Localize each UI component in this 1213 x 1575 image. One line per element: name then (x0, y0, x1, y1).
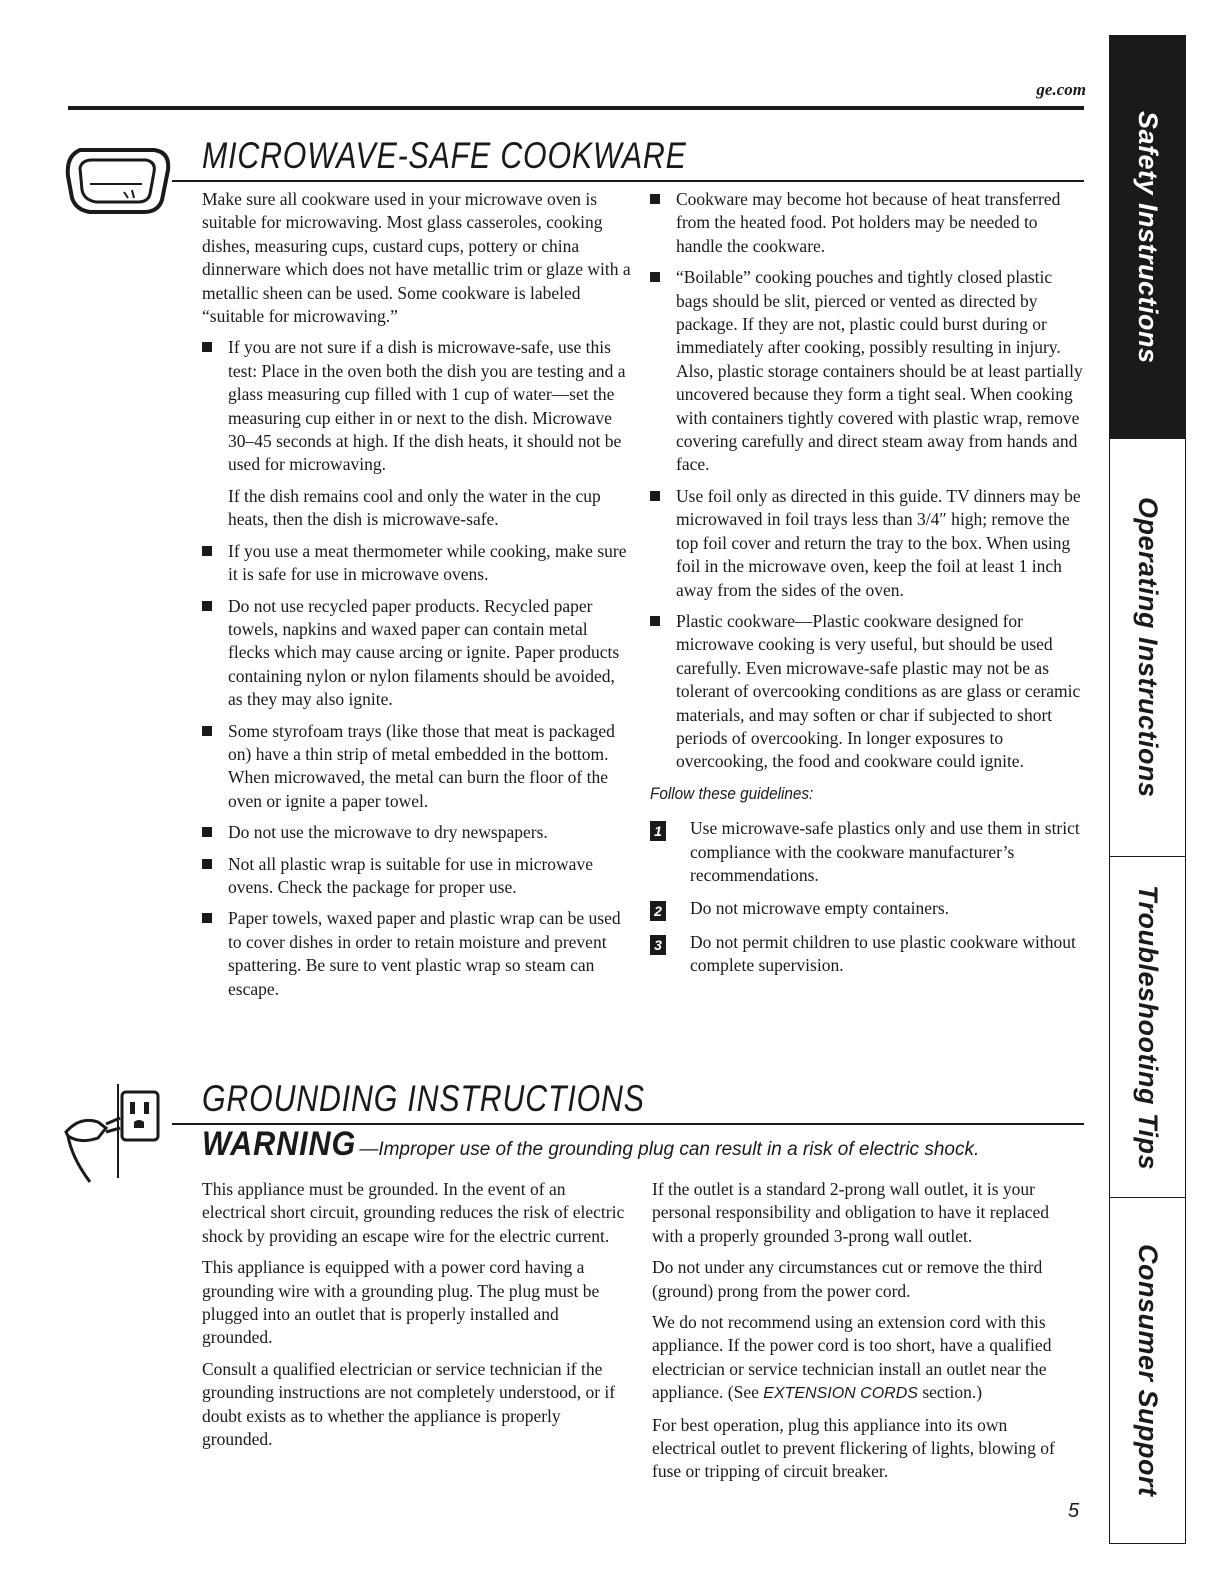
guidelines-heading: Follow these guidelines: (650, 783, 814, 803)
side-tab-bar (1109, 35, 1186, 1544)
guideline-text: Do not microwave empty containers. (690, 898, 950, 919)
microwave-left-column (202, 188, 632, 1009)
tab-safety-instructions[interactable] (1110, 36, 1185, 439)
grounding-paragraph: This appliance is equipped with a power cord having a grounding wire with a grounding plug. The plug must be plugged into an outlet that is properly installed and grounded. (202, 1257, 600, 1348)
microwave-intro: Make sure all cookware used in your microwave oven is suitable for microwaving. Most glass casseroles, cooking dishes, measuring cups, custard cups, pottery or china dinnerware which does not have metallic trim or glaze with a metallic sheen can be used. Some cookware is labeled “suitable for microwaving.” (202, 189, 631, 327)
guideline-text: Use microwave-safe plastics only and use them in strict compliance with the cookware manufacturer’s recommendations. (690, 818, 1080, 885)
list-item: Paper towels, waxed paper and plastic wrap can be used to cover dishes in order to retain moisture and prevent spattering. Be sure to vent plastic wrap so steam can escape. (202, 907, 632, 1001)
grounding-section-title: GROUNDING INSTRUCTIONS (202, 1078, 645, 1119)
tab-consumer-support[interactable] (1110, 1198, 1185, 1542)
grounding-paragraph: For best operation, plug this appliance into its own electrical outlet to prevent flickering of lights, blowing of fuse or tripping of circuit breaker. (652, 1414, 1055, 1482)
grounding-paragraph: If the outlet is a standard 2-prong wall outlet, it is your personal responsibility and obligation to have it replaced with a properly grounded 3-prong wall outlet. (652, 1179, 1050, 1246)
guideline-number-badge: 2 (650, 901, 666, 921)
microwave-section-rule (172, 180, 1084, 182)
list-item: Not all plastic wrap is suitable for use in microwave ovens. Check the package for proper use. (202, 853, 632, 900)
guideline-text: Do not permit children to use plastic cookware without complete supervision. (690, 931, 1076, 976)
list-item: Do not use the microwave to dry newspapers. (202, 821, 632, 844)
guideline-item (650, 897, 1087, 920)
list-item: “Boilable” cooking pouches and tightly closed plastic bags should be slit, pierced or vented as directed by package. If they are not, plastic could burst during or immediately after cooking, possibly resulting in injury. Also, plastic storage containers should be at least partially uncovered because they form a tight seal. When cooking with containers tightly covered with plastic wrap, remove covering carefully and direct steam away from hands and face. (650, 266, 1087, 477)
warning-word: WARNING (202, 1125, 357, 1163)
grounding-left-column (202, 1178, 632, 1459)
page-number: 5 (1068, 1500, 1080, 1522)
microwave-right-column (650, 188, 1087, 988)
top-rule (68, 106, 1084, 110)
list-item: Plastic cookware—Plastic cookware designed for microwave cooking is very useful, but should be used carefully. Even microwave-safe plastic may not be as tolerant of overcooking conditions as are glass or ceramic materials, and may soften or char if subjected to short periods of overcooking. In longer exposures to overcooking, the food and cookware could ignite. (650, 610, 1087, 774)
list-item: Do not use recycled paper products. Recycled paper towels, napkins and waxed paper can contain metal flecks which may cause arcing or ignite. Paper products containing nylon or nylon filaments should be avoided, as they may also ignite. (202, 595, 632, 712)
guideline-item (650, 817, 1087, 887)
guideline-number-badge: 1 (650, 821, 666, 841)
tab-label: Safety Instructions (1133, 110, 1163, 364)
grounding-paragraph: Do not under any circumstances cut or remove the third (ground) prong from the power cord. (652, 1257, 1043, 1301)
extension-cords-reference: EXTENSION CORDS (763, 1385, 918, 1403)
bullet-text: If you are not sure if a dish is microwave-safe, use this test: Place in the oven both the dish you are testing and a glass measuring cup filled with 1 cup of water—set the measuring cup either in or next to the dish. Microwave 30–45 seconds at high. If the dish heats, it should not be used for microwaving. (228, 337, 626, 475)
grounded-plug-outlet-icon (58, 1078, 170, 1188)
cookware-dish-icon (62, 138, 174, 220)
list-item: If you use a meat thermometer while cooking, make sure it is safe for use in microwave ovens. (202, 540, 632, 587)
warning-line (202, 1125, 979, 1164)
tab-operating-instructions[interactable] (1110, 439, 1185, 857)
site-url: ge.com (1036, 80, 1086, 99)
microwave-section-title: MICROWAVE-SAFE COOKWARE (202, 135, 687, 176)
bullet-extra: If the dish remains cool and only the water in the cup heats, then the dish is microwave-safe. (228, 485, 601, 530)
tab-troubleshooting-tips[interactable] (1110, 857, 1185, 1198)
list-item: Some styrofoam trays (like those that meat is packaged on) have a thin strip of metal embedded in the bottom. When microwaved, the metal can burn the floor of the oven or ignite a paper towel. (202, 720, 632, 814)
grounding-paragraph (652, 1311, 1060, 1406)
warning-text: —Improper use of the grounding plug can result in a risk of electric shock. (359, 1139, 980, 1160)
guideline-item (650, 931, 1087, 978)
extension-text-after: section.) (917, 1382, 983, 1403)
tab-label: Consumer Support (1133, 1243, 1163, 1497)
grounding-right-column (652, 1178, 1060, 1492)
grounding-paragraph: Consult a qualified electrician or service technician if the grounding instructions are not completely understood, or if doubt exists as to whether the appliance is properly grounded. (202, 1358, 616, 1450)
list-item: Use foil only as directed in this guide. TV dinners may be microwaved in foil trays less than 3/4″ high; remove the top foil cover and return the tray to the box. When using foil in the microwave oven, keep the foil at least 1 inch away from the sides of the oven. (650, 485, 1087, 602)
list-item: Cookware may become hot because of heat transferred from the heated food. Pot holders may be needed to handle the cookware. (650, 188, 1087, 258)
grounding-paragraph: This appliance must be grounded. In the event of an electrical short circuit, grounding reduces the risk of electric shock by providing an escape wire for the electric current. (202, 1179, 625, 1246)
tab-label: Troubleshooting Tips (1133, 884, 1163, 1170)
extension-text-before: We do not recommend using an extension cord with this appliance. If the power cord is too short, have a qualified electrician or service technician install an outlet near the appliance. (See (652, 1312, 1052, 1403)
tab-label: Operating Instructions (1133, 497, 1163, 798)
list-item (202, 336, 632, 531)
guideline-number-badge: 3 (650, 935, 666, 955)
